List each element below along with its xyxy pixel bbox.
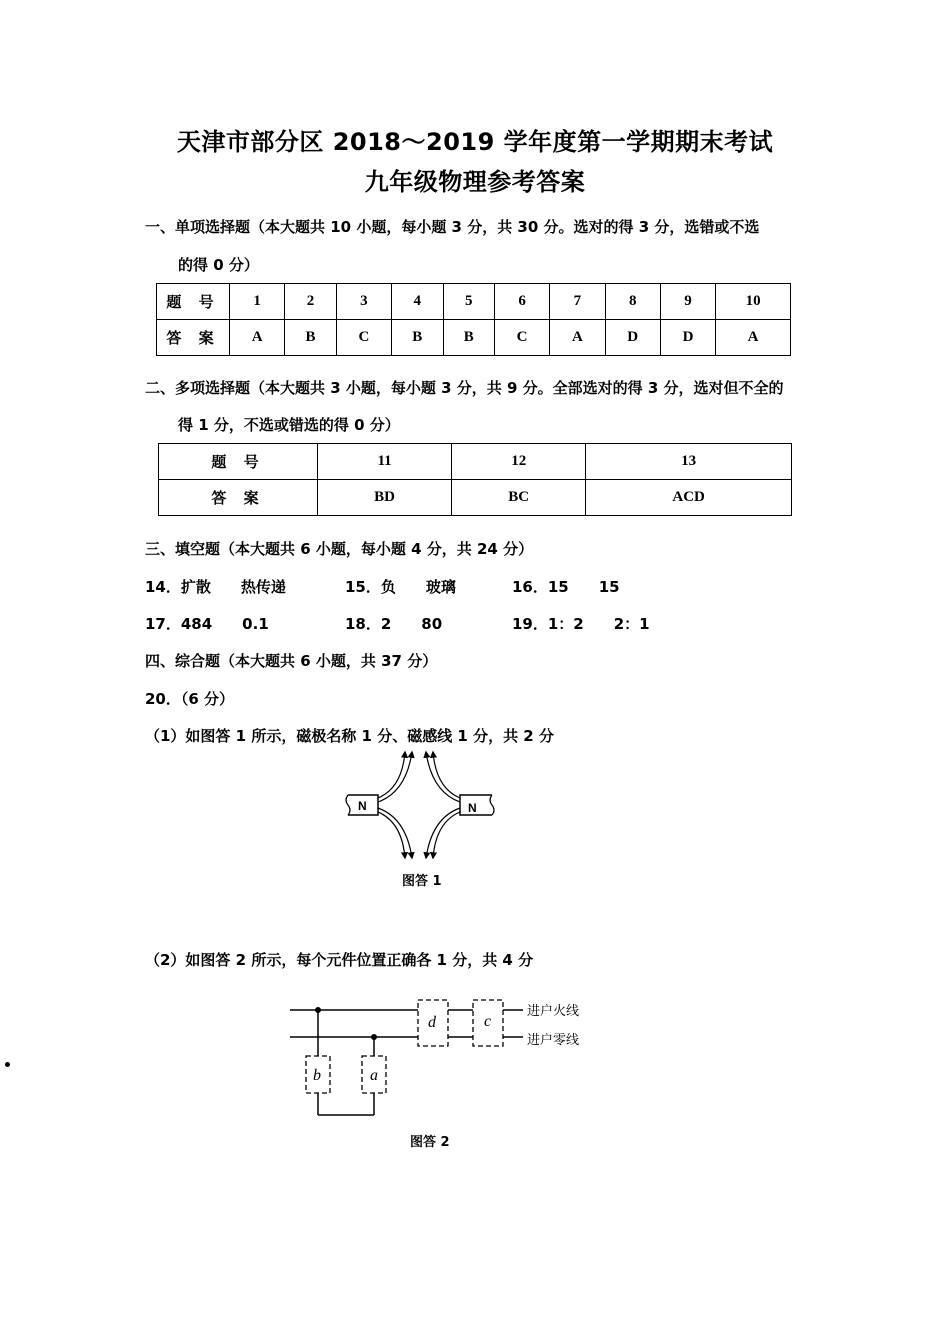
answer-q17: 17．484 0.1: [145, 615, 269, 633]
answer-cell: B: [392, 320, 443, 356]
q20-part1: （1）如图答 1 所示，磁极名称 1 分、磁感线 1 分，共 2 分: [145, 727, 554, 745]
answer-cell: B: [285, 320, 336, 356]
question-number: 3: [336, 284, 391, 320]
answer-q18: 18．2 80: [345, 615, 443, 633]
table-row-label: 题 号: [159, 444, 318, 480]
field-lines: [378, 752, 460, 858]
question-number: 4: [392, 284, 443, 320]
question-number: 13: [586, 444, 792, 480]
answer-cell: C: [494, 320, 549, 356]
answer-cell: B: [443, 320, 494, 356]
question-number: 10: [716, 284, 791, 320]
junction-dot: [315, 1007, 321, 1013]
right-magnet: [460, 795, 494, 815]
page-title: 天津市部分区 2018～2019 学年度第一学期期末考试: [176, 128, 774, 156]
section3-heading: 三、填空题（本大题共 6 小题，每小题 4 分，共 24 分）: [145, 540, 534, 558]
table-row-label: 答 案: [157, 320, 230, 356]
question-20: 20．（6 分）: [145, 690, 235, 708]
dashed-boxes: [306, 1000, 503, 1093]
section2-heading-cont: 得 1 分，不选或错选的得 0 分）: [178, 416, 400, 434]
page-subtitle: 九年级物理参考答案: [364, 168, 586, 196]
left-pole-label: N: [358, 799, 367, 813]
figure1-caption: 图答 1: [402, 874, 442, 889]
table-row-label: 题 号: [157, 284, 230, 320]
multi-choice-table: [158, 443, 792, 516]
question-number: 12: [452, 444, 586, 480]
answer-cell: ACD: [586, 480, 792, 516]
component-b-label: b: [313, 1067, 321, 1084]
component-c-label: c: [484, 1013, 492, 1030]
answer-q14: 14．扩散 热传递: [145, 578, 286, 596]
question-number: 8: [605, 284, 660, 320]
answer-q19: 19．1：2 2：1: [512, 615, 650, 633]
neutral-wire-label: 进户零线: [527, 1033, 580, 1048]
section4-heading: 四、综合题（本大题共 6 小题，共 37 分）: [145, 652, 438, 670]
section2-heading: 二、多项选择题（本大题共 3 小题，每小题 3 分，共 9 分。全部选对的得 3 分，选对但不全的: [145, 379, 784, 397]
answer-q16: 16．15 15: [512, 578, 620, 596]
table-row-label: 答 案: [159, 480, 318, 516]
question-number: 7: [550, 284, 605, 320]
answer-cell: C: [336, 320, 391, 356]
figure2-caption: 图答 2: [410, 1135, 450, 1150]
answer-q15: 15．负 玻璃: [345, 578, 456, 596]
single-choice-table: [156, 283, 791, 356]
question-number: 11: [318, 444, 452, 480]
question-number: 1: [230, 284, 285, 320]
question-number: 5: [443, 284, 494, 320]
junction-dot: [371, 1034, 377, 1040]
circuit-figure: [285, 990, 595, 1125]
answer-cell: BC: [452, 480, 586, 516]
component-d-label: d: [428, 1014, 436, 1031]
answer-cell: A: [550, 320, 605, 356]
margin-dot: [5, 1062, 10, 1067]
answer-cell: A: [230, 320, 285, 356]
right-pole-label: N: [468, 801, 477, 815]
answer-cell: A: [716, 320, 791, 356]
question-number: 9: [660, 284, 715, 320]
live-wire-label: 进户火线: [527, 1004, 580, 1019]
section1-heading: 一、单项选择题（本大题共 10 小题，每小题 3 分，共 30 分。选对的得 3 分，选错或不选: [145, 218, 760, 236]
section1-heading-cont: 的得 0 分）: [178, 256, 259, 274]
magnet-field-figure: [340, 750, 500, 862]
answer-cell: D: [660, 320, 715, 356]
answer-cell: D: [605, 320, 660, 356]
answer-cell: BD: [318, 480, 452, 516]
question-number: 6: [494, 284, 549, 320]
question-number: 2: [285, 284, 336, 320]
component-a-label: a: [370, 1067, 378, 1084]
q20-part2: （2）如图答 2 所示，每个元件位置正确各 1 分，共 4 分: [145, 951, 534, 969]
